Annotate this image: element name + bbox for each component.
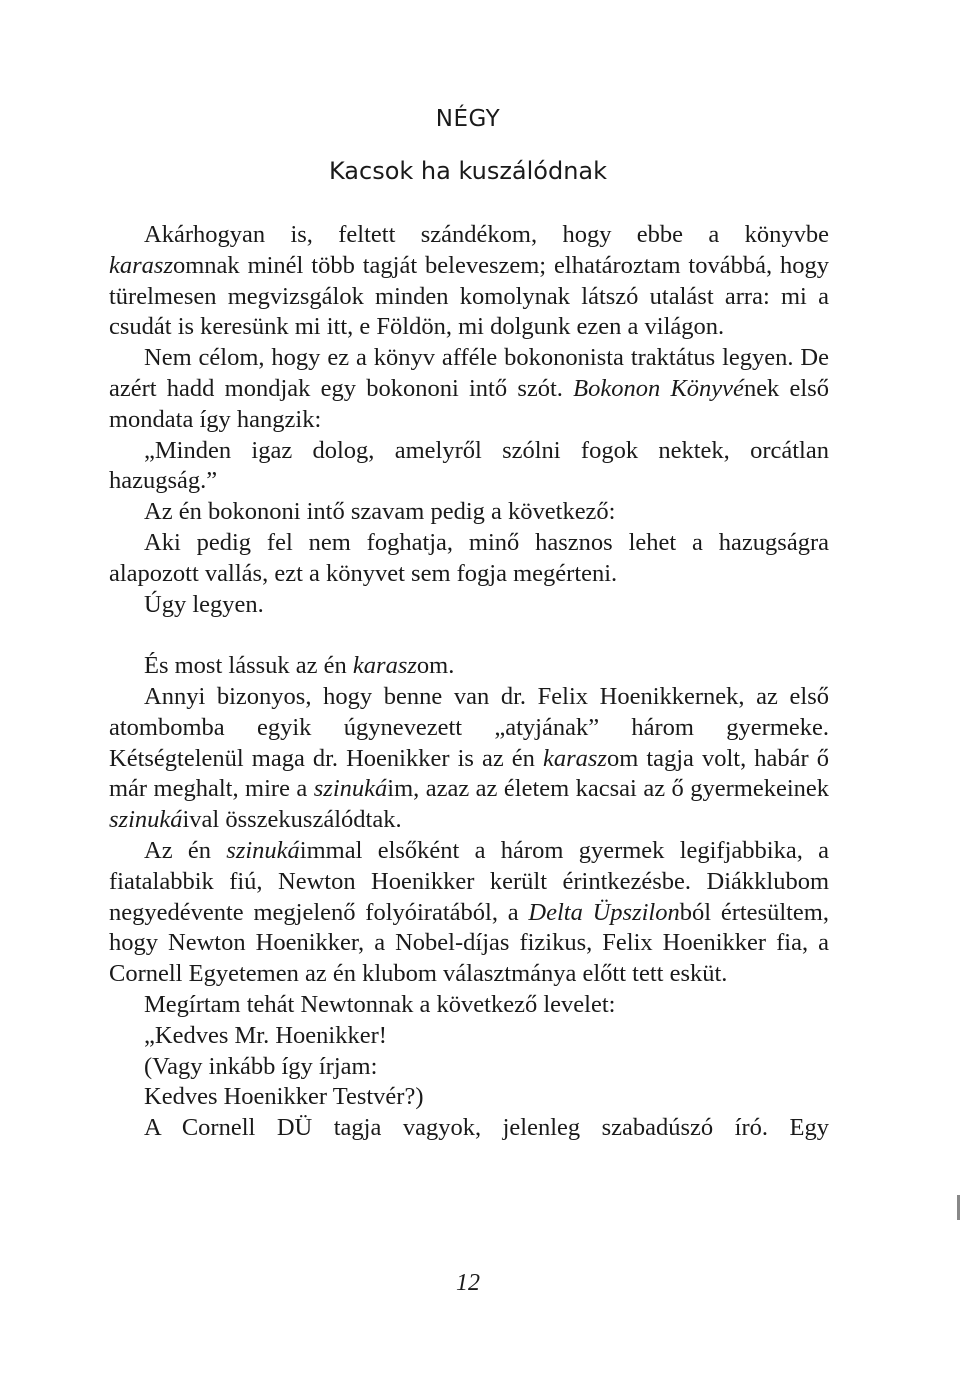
paragraph (109, 990, 829, 1021)
text-segment: „Minden igaz dolog, amelyről szólni fogok nektek, orcátlan hazugság.” (109, 436, 829, 495)
text-segment: Annyi bizonyos, hogy benne van dr. Felix Hoenikkernek, az első atombomba egyik úgynevezett „atyjának” három gyermeke. Kétségtelenül maga dr. Hoenikker is az én (109, 682, 829, 772)
paragraph (109, 651, 829, 682)
paragraph-gap (109, 620, 829, 651)
italic-text: karasz (352, 652, 417, 680)
text-segment: Az én (144, 836, 227, 864)
text-segment: ival összekuszálódtak. (182, 806, 402, 834)
text-segment: ból értesültem, hogy Newton Hoenikker, a Nobel-díjas fizikus, Felix Hoenikker fia, a Cornell Egyetemen az én klubom választmánya előtt tett esküt. (109, 898, 829, 988)
paragraph (109, 220, 829, 343)
italic-text: szinuká (313, 775, 388, 803)
paragraph (109, 1082, 829, 1113)
text-segment: Úgy legyen. (144, 590, 264, 618)
text-segment: (Vagy inkább így írjam: (144, 1052, 378, 1080)
paragraph (109, 682, 829, 836)
text-segment: A Cornell DÜ tagja vagyok, jelenleg szabadúszó író. Egy (144, 1114, 829, 1142)
paragraph (109, 1113, 829, 1144)
text-segment: És most lássuk az én (144, 652, 353, 680)
italic-text: Delta Üpszilon (528, 898, 680, 926)
text-segment: om. (416, 652, 455, 680)
italic-text: karasz (109, 251, 173, 279)
text-segment: im, azaz az életem kacsai az ő gyermekeinek (387, 775, 830, 803)
italic-text: szinuká (226, 836, 300, 864)
paragraph (109, 528, 829, 590)
paragraph (109, 497, 829, 528)
chapter-number: NÉGY (435, 106, 501, 132)
text-segment: omnak minél több tagját beleveszem; elhatároztam továbbá, hogy türelmesen megvizsgálok minden komolynak látszó utalást arra: mi a csudát is keresünk mi itt, e Földön, mi dolgunk ezen a világon. (109, 251, 829, 341)
paragraph (109, 1021, 829, 1052)
paragraph (109, 836, 829, 990)
paragraph (109, 343, 829, 435)
italic-text: szinuká (109, 806, 183, 834)
paragraph (109, 436, 829, 498)
page-number: 12 (456, 1270, 480, 1296)
text-segment: „Kedves Mr. Hoenikker! (144, 1021, 387, 1049)
italic-text: Bokonon Könyvé (573, 374, 744, 402)
chapter-title: Kacsok ha kuszálódnak (328, 157, 608, 185)
paragraph (109, 590, 829, 621)
text-segment: Megírtam tehát Newtonnak a következő levelet: (144, 990, 616, 1018)
text-segment: Nem célom, hogy ez a könyv afféle bokononista traktátus legyen. De azért hadd mondjak egy bokononi intő szót. (109, 344, 829, 402)
text-segment: Akárhogyan is, feltett szándékom, hogy ebbe a könyvbe (144, 221, 829, 248)
text-segment: Az én bokononi intő szavam pedig a következő: (144, 498, 616, 526)
text-segment: Aki pedig fel nem foghatja, minő hasznos lehet a hazugságra alapozott vallás, ezt a könyvet sem fogja megérteni. (109, 528, 829, 587)
body-text (109, 220, 829, 1144)
paragraph (109, 1052, 829, 1083)
italic-text: karasz (542, 744, 607, 772)
text-segment: om tagja volt, habár ő már meghalt, mire a (109, 744, 829, 803)
text-segment: nek első mondata így hangzik: (109, 374, 829, 433)
text-segment: Kedves Hoenikker Testvér?) (144, 1083, 424, 1111)
text-segment: immal elsőként a három gyermek legifjabbika, a fiatalabbik fiú, Newton Hoenikker került érintkezésbe. Diákklubom negyedévente megjelenő folyóiratából, a (109, 836, 830, 926)
